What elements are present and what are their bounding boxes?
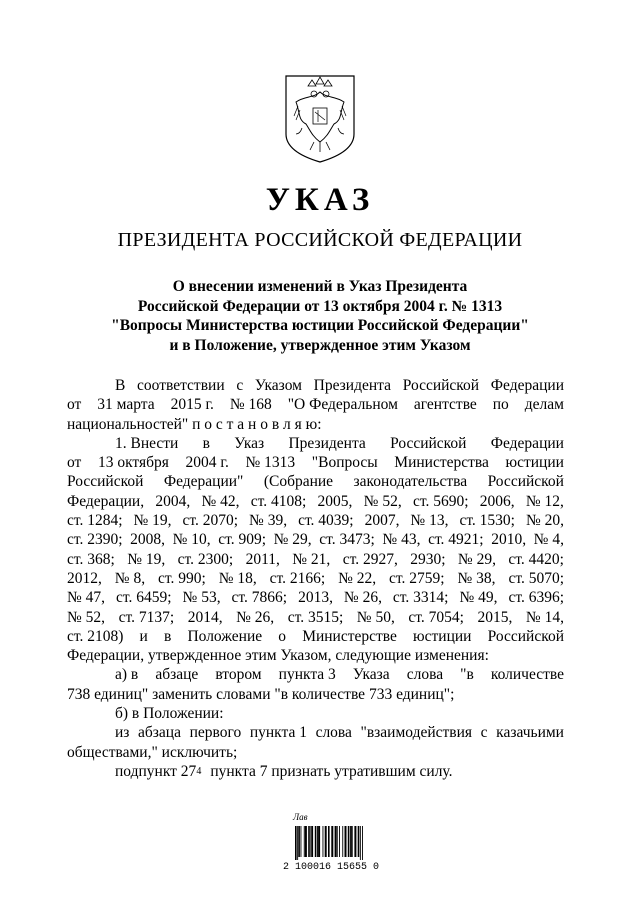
- body-line: [67, 395, 564, 414]
- body-word: № 22,: [338, 569, 377, 587]
- body-word: Указом: [254, 377, 302, 394]
- body-word: из: [115, 724, 130, 742]
- body-word: ст. 2759;: [389, 569, 445, 587]
- body-word: № 12,: [525, 492, 564, 510]
- barcode-bar: [350, 826, 351, 857]
- body-line: [67, 646, 564, 665]
- barcode-bar: [356, 826, 357, 857]
- body-word: 2015,: [477, 608, 513, 626]
- body-line: [67, 704, 564, 723]
- body-word: № 10,: [172, 531, 211, 549]
- barcode-bar: [301, 826, 302, 857]
- body-word: Положение: [187, 627, 263, 645]
- body-word: казачьими: [496, 724, 564, 742]
- body-word: 2004,: [155, 492, 191, 510]
- decree-heading: [60, 277, 580, 355]
- body-word: ст. 3314;: [392, 589, 449, 607]
- body-line: [67, 453, 564, 472]
- body-word: от: [67, 396, 82, 414]
- body-word: с: [236, 377, 244, 394]
- body-word: Федерации: [490, 434, 564, 452]
- body-line: [67, 550, 564, 569]
- barcode-bar: [332, 826, 333, 857]
- body-word: № 29,: [457, 550, 496, 568]
- body-word: № 1313: [245, 454, 296, 472]
- body-word: а) в: [115, 666, 139, 684]
- body-word: "Вопросы: [311, 454, 378, 472]
- body-word: Российской: [402, 377, 480, 394]
- body-word: Президента: [288, 434, 366, 452]
- document-title: УКАЗ: [265, 182, 375, 218]
- body-word: пункта 1: [249, 724, 307, 742]
- barcode-bar: [295, 826, 297, 860]
- body-word: ст. 7137;: [118, 608, 175, 626]
- barcode-bar: [306, 826, 307, 857]
- body-word: с: [480, 724, 488, 742]
- body-word: ст. 7054;: [408, 608, 464, 626]
- body-word: делам: [524, 396, 564, 414]
- superscript-number: 4: [196, 765, 202, 777]
- body-word: о: [278, 627, 287, 645]
- heading-line: Российской Федерации от 13 октября 2004 г. № 1313: [137, 297, 503, 315]
- body-word: абзаца: [138, 724, 181, 742]
- body-word: № 49,: [459, 589, 498, 607]
- barcode-bar: [360, 826, 361, 860]
- body-word: ст. 1284;: [67, 512, 123, 530]
- body-word: № 29,: [273, 531, 312, 549]
- body-word: юстиции: [505, 454, 564, 472]
- body-word: № 39,: [249, 512, 288, 530]
- decree-body: [67, 376, 564, 781]
- body-word: 2005,: [317, 492, 353, 510]
- body-word: Российской: [487, 473, 564, 491]
- body-word: ст. 5070;: [508, 569, 564, 587]
- body-word: (Собрание: [263, 473, 334, 491]
- body-word: Федерации: [490, 377, 564, 394]
- body-word: 2930;: [410, 550, 446, 568]
- body-word: В: [115, 377, 126, 394]
- body-word: № 26,: [236, 608, 275, 626]
- body-word: № 26,: [343, 589, 382, 607]
- body-word: № 13,: [410, 512, 449, 530]
- body-word: ст. 4921;: [428, 531, 484, 549]
- barcode-bar: [342, 826, 343, 857]
- body-word: 2008,: [130, 531, 166, 549]
- body-line: [67, 608, 564, 627]
- body-line: [67, 665, 564, 684]
- body-word: ст. 990;: [157, 569, 206, 587]
- body-line: [67, 588, 564, 607]
- heading-line: и в Положение, утвержденное этим Указом: [169, 336, 471, 354]
- body-word: 2015 г.: [170, 396, 214, 414]
- body-word: ст. 6459;: [116, 589, 172, 607]
- body-word: 2012,: [67, 569, 102, 587]
- body-word: ст. 2166;: [269, 569, 326, 587]
- body-word: ст. 368;: [67, 550, 115, 568]
- body-word: 2013,: [298, 589, 333, 607]
- document-subtitle: ПРЕЗИДЕНТА РОССИЙСКОЙ ФЕДЕРАЦИИ: [117, 229, 523, 251]
- barcode-bar: [298, 826, 300, 857]
- body-word: Министерстве: [302, 627, 397, 645]
- body-word: № 38,: [457, 569, 496, 587]
- body-word: № 42,: [201, 492, 240, 510]
- body-word: ст. 2927,: [342, 550, 398, 568]
- body-word: ст. 3515;: [287, 608, 344, 626]
- body-word: № 168: [229, 396, 272, 414]
- barcode-logo: Лав: [293, 812, 308, 822]
- body-word: № 47,: [67, 589, 106, 607]
- barcode-block: [283, 812, 380, 874]
- body-word: ст. 6396;: [508, 589, 564, 607]
- body-line: [67, 530, 564, 549]
- body-text: подпункт 27: [115, 762, 197, 780]
- body-line: [67, 627, 564, 646]
- body-word: Российской: [390, 434, 467, 452]
- body-line: [67, 376, 564, 395]
- body-word: № 19,: [133, 512, 172, 530]
- heading-line: "Вопросы Министерства юстиции Российской Федерации": [111, 317, 529, 334]
- barcode-bar: [308, 826, 310, 857]
- body-word: ст. 4108;: [250, 492, 307, 510]
- body-word: № 8,: [114, 569, 146, 587]
- body-word: 2011,: [245, 550, 280, 568]
- body-word: 2007,: [364, 512, 400, 530]
- body-word: ст. 2300;: [177, 550, 234, 568]
- body-word: слова: [406, 666, 444, 684]
- body-word: ст. 5690;: [412, 492, 469, 510]
- body-word: ст. 3473;: [319, 531, 375, 549]
- body-word: № 53,: [182, 589, 221, 607]
- body-word: № 18,: [218, 569, 257, 587]
- body-word: Указ: [234, 434, 265, 452]
- body-word: ст. 2390;: [67, 531, 123, 549]
- coat-of-arms-emblem: [274, 72, 366, 164]
- body-word: первого: [189, 724, 242, 742]
- body-word: "О Федеральном: [287, 396, 398, 414]
- body-word: Российской: [67, 473, 144, 491]
- body-word: Российской: [487, 627, 564, 645]
- body-word: и: [139, 627, 148, 645]
- barcode-digits: 2 100016 15655 0: [283, 862, 380, 873]
- barcode-bar: [362, 826, 363, 860]
- body-word: законодательства: [353, 473, 468, 491]
- body-word: № 4,: [533, 531, 564, 549]
- barcode-bar: [337, 826, 338, 857]
- body-word: ст. 1530;: [459, 512, 515, 530]
- body-line: [67, 492, 564, 511]
- body-word: Федерации, утвержденное этим Указом, следующие изменения:: [67, 647, 489, 665]
- barcode-bar: [351, 826, 353, 857]
- body-word: ст. 2108): [67, 627, 124, 645]
- body-word: 2004 г.: [185, 454, 229, 472]
- body-word: Федерации": [163, 473, 244, 491]
- body-word: "взаимодействия: [360, 724, 473, 742]
- body-word: № 19,: [127, 550, 166, 568]
- body-word: втором: [215, 666, 262, 684]
- barcode-bar: [339, 826, 340, 857]
- body-word: № 21,: [292, 550, 331, 568]
- body-word: № 14,: [525, 608, 564, 626]
- barcode-bar: [323, 826, 324, 857]
- barcode-bar: [358, 826, 360, 857]
- body-word: по: [492, 396, 509, 414]
- body-word: агентстве: [413, 396, 477, 414]
- body-line: [67, 472, 564, 491]
- body-word: 2006,: [479, 492, 515, 510]
- body-line: [67, 415, 564, 434]
- body-text: пункта 7 признать утратившим силу.: [210, 762, 453, 780]
- barcode-bar: [336, 826, 337, 857]
- body-line: [67, 569, 564, 588]
- body-word: № 50,: [356, 608, 395, 626]
- body-line: [67, 511, 564, 530]
- body-word: Президента: [313, 377, 392, 394]
- body-word: 2014,: [187, 608, 223, 626]
- body-word: "в: [460, 666, 474, 684]
- body-word: 738 единиц" заменить словами "в количестве 733 единиц";: [67, 685, 455, 703]
- heading-line: О внесении изменений в Указ Президента: [172, 278, 468, 295]
- body-word: № 20,: [525, 512, 564, 530]
- body-word: в: [163, 627, 172, 645]
- body-word: национальностей" п о с т а н о в л я ю:: [67, 415, 322, 433]
- body-word: 1. Внести: [115, 434, 179, 452]
- body-word: 31 марта: [97, 396, 155, 414]
- body-word: Указа: [352, 666, 390, 684]
- body-line: [67, 743, 564, 762]
- body-word: обществами," исключить;: [67, 743, 238, 761]
- body-word: № 52,: [363, 492, 402, 510]
- body-word: ст. 4420;: [508, 550, 564, 568]
- barcode-bar: [348, 826, 350, 857]
- body-word: Министерства: [394, 454, 489, 472]
- body-word: слова: [315, 724, 352, 742]
- body-line: [67, 762, 564, 781]
- barcode-bar: [312, 826, 314, 857]
- body-line: [67, 434, 564, 453]
- barcode-bar: [304, 826, 305, 857]
- barcode-bar: [328, 826, 330, 857]
- body-line: [67, 723, 564, 742]
- body-word: от: [67, 454, 82, 472]
- barcode-icon: [295, 826, 363, 860]
- body-word: 13 октября: [97, 454, 169, 472]
- barcode-bar: [310, 826, 311, 857]
- body-line: [67, 685, 564, 704]
- body-word: № 52,: [67, 608, 106, 626]
- barcode-bar: [346, 826, 347, 857]
- body-word: юстиции: [413, 627, 472, 645]
- body-word: абзаце: [155, 666, 199, 684]
- body-word: № 43,: [382, 531, 421, 549]
- body-word: ст. 2070;: [182, 512, 239, 530]
- body-word: пункта 3: [278, 666, 336, 684]
- barcode-bar: [317, 826, 318, 857]
- barcode-bar: [297, 826, 298, 860]
- body-word: Федерации,: [67, 492, 145, 510]
- barcode-bar: [326, 826, 327, 857]
- body-word: ст. 909;: [218, 531, 267, 549]
- body-word: 2010,: [491, 531, 527, 549]
- body-word: б) в Положении:: [115, 705, 224, 723]
- body-word: в: [202, 434, 210, 452]
- body-word: соответствии: [137, 377, 225, 394]
- body-word: ст. 4039;: [298, 512, 354, 530]
- barcode-bar: [315, 826, 317, 857]
- body-word: ст. 7866;: [231, 589, 288, 607]
- body-word: количестве: [490, 666, 564, 684]
- barcode-bar: [319, 826, 320, 857]
